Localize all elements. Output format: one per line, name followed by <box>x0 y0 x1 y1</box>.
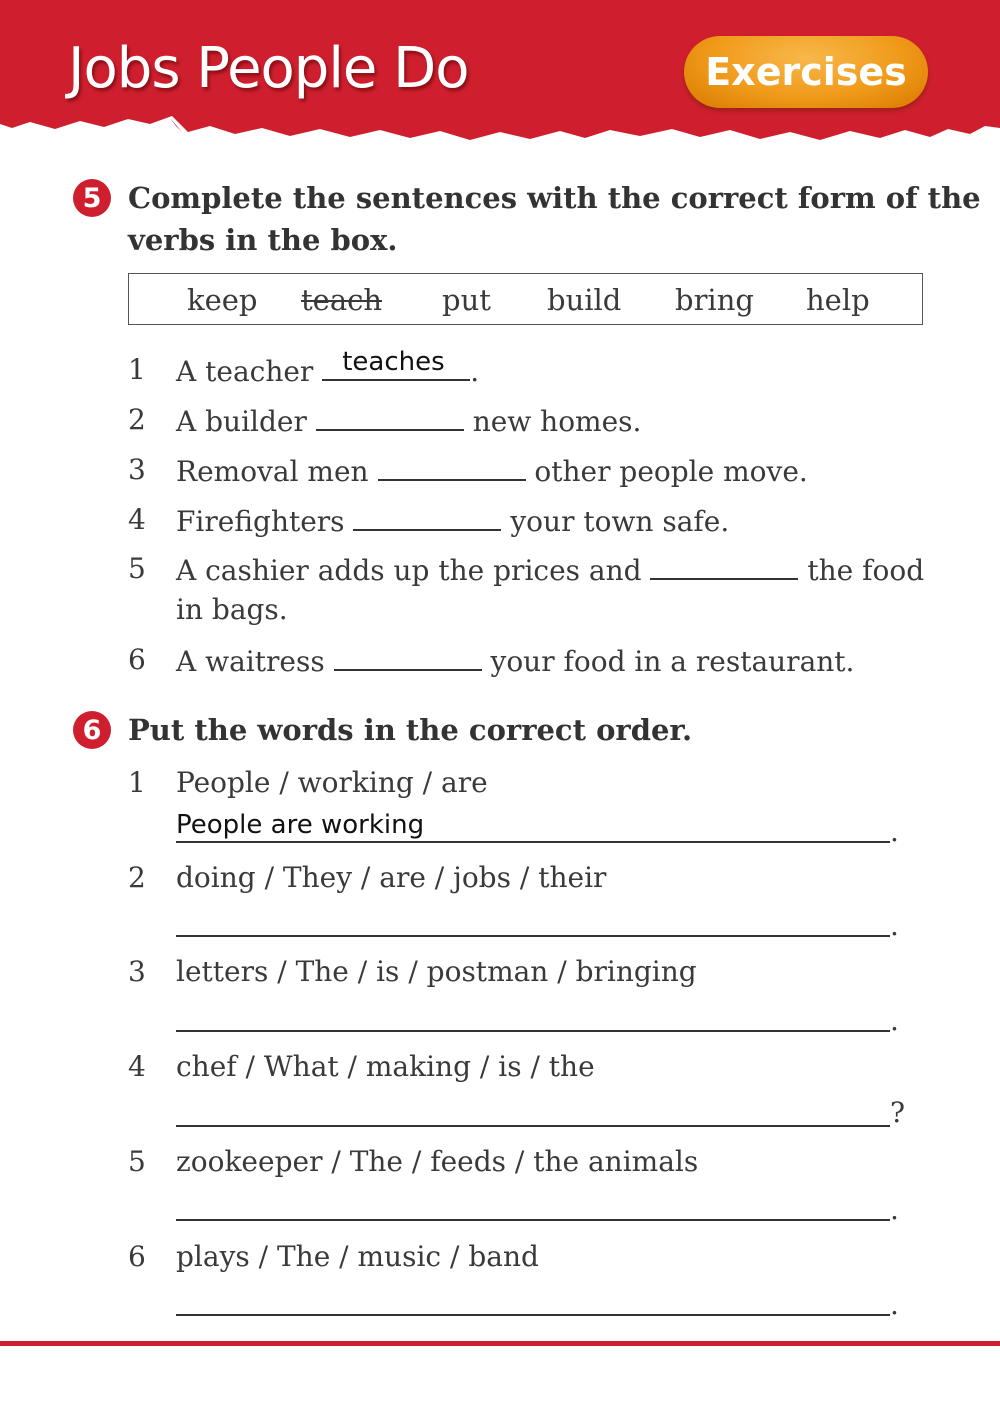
scrambled-prompt: doing / They / are / jobs / their <box>176 861 607 894</box>
answer-line[interactable] <box>176 841 890 843</box>
scrambled-prompt: People / working / are <box>176 766 488 799</box>
verb-word-box <box>128 273 923 325</box>
end-punctuation: . <box>890 815 899 848</box>
sentence-1 <box>176 347 480 388</box>
item-number: 6 <box>128 643 146 676</box>
answer-line[interactable] <box>176 1314 890 1316</box>
word-box-item: put <box>442 283 491 317</box>
sentence-3 <box>176 453 808 488</box>
sentence-text: A teacher <box>176 355 314 388</box>
sentence-text: A waitress <box>176 645 325 678</box>
scrambled-prompt: letters / The / is / postman / bringing <box>176 955 697 988</box>
exercise-5-instruction-line1: Complete the sentences with the correct form of the <box>128 181 981 215</box>
end-punctuation: ? <box>890 1096 906 1129</box>
item-number: 4 <box>128 1050 146 1083</box>
item-number: 3 <box>128 453 146 486</box>
answer-line[interactable] <box>176 1219 890 1221</box>
word-box-item: bring <box>675 283 754 317</box>
sentence-text: A builder <box>176 405 307 438</box>
item-number: 6 <box>128 1240 146 1273</box>
end-punctuation: . <box>890 1288 899 1321</box>
word-box-item-struck: teach <box>301 283 383 317</box>
sentence-text: your town safe. <box>510 505 730 538</box>
end-punctuation: . <box>890 909 899 942</box>
answer-blank[interactable] <box>316 403 464 431</box>
page-header <box>0 0 1000 150</box>
exercise-6-number-badge: 6 <box>73 711 111 749</box>
scrambled-prompt: zookeeper / The / feeds / the animals <box>176 1145 699 1178</box>
sentence-5 <box>176 552 924 587</box>
answer-blank[interactable] <box>334 643 482 671</box>
sentence-text: the food <box>807 554 925 587</box>
exercises-badge <box>684 36 928 108</box>
sentence-text: . <box>470 355 480 388</box>
answer-line[interactable] <box>176 1125 890 1127</box>
sentence-5-continuation: in bags. <box>176 593 288 626</box>
sentence-2 <box>176 403 641 438</box>
sentence-text: Removal men <box>176 455 369 488</box>
word-box-item: build <box>547 283 622 317</box>
sentence-text: your food in a restaurant. <box>490 645 855 678</box>
footer-divider <box>0 1341 1000 1346</box>
page-title: Jobs People Do <box>68 36 469 101</box>
answer-line[interactable] <box>176 1030 890 1032</box>
item-number: 2 <box>128 403 146 436</box>
answer-blank[interactable] <box>322 347 470 381</box>
item-number: 3 <box>128 955 146 988</box>
item-number: 1 <box>128 353 146 386</box>
end-punctuation: . <box>890 1004 899 1037</box>
answer-line[interactable] <box>176 935 890 937</box>
exercise-6-instruction: Put the words in the correct order. <box>128 713 693 747</box>
sentence-6 <box>176 643 854 678</box>
handwritten-answer: teaches <box>342 347 445 377</box>
sentence-text: A cashier adds up the prices and <box>176 554 642 587</box>
sentence-text: other people move. <box>534 455 808 488</box>
sentence-text: new homes. <box>472 405 642 438</box>
item-number: 5 <box>128 552 146 585</box>
scrambled-prompt: plays / The / music / band <box>176 1240 539 1273</box>
answer-blank[interactable] <box>650 552 798 580</box>
item-number: 1 <box>128 766 146 799</box>
answer-blank[interactable] <box>353 503 501 531</box>
sentence-text: Firefighters <box>176 505 345 538</box>
scrambled-prompt: chef / What / making / is / the <box>176 1050 595 1083</box>
word-box-item: help <box>806 283 870 317</box>
item-number: 4 <box>128 503 146 536</box>
item-number: 5 <box>128 1145 146 1178</box>
exercise-5-number-badge: 5 <box>73 179 111 217</box>
exercise-5-instruction-line2: verbs in the box. <box>128 223 398 257</box>
sentence-4 <box>176 503 729 538</box>
answer-blank[interactable] <box>378 453 526 481</box>
handwritten-answer: People are working <box>176 810 425 840</box>
exercises-badge-label: Exercises <box>705 50 907 94</box>
item-number: 2 <box>128 861 146 894</box>
word-box-item: keep <box>187 283 258 317</box>
end-punctuation: . <box>890 1193 899 1226</box>
